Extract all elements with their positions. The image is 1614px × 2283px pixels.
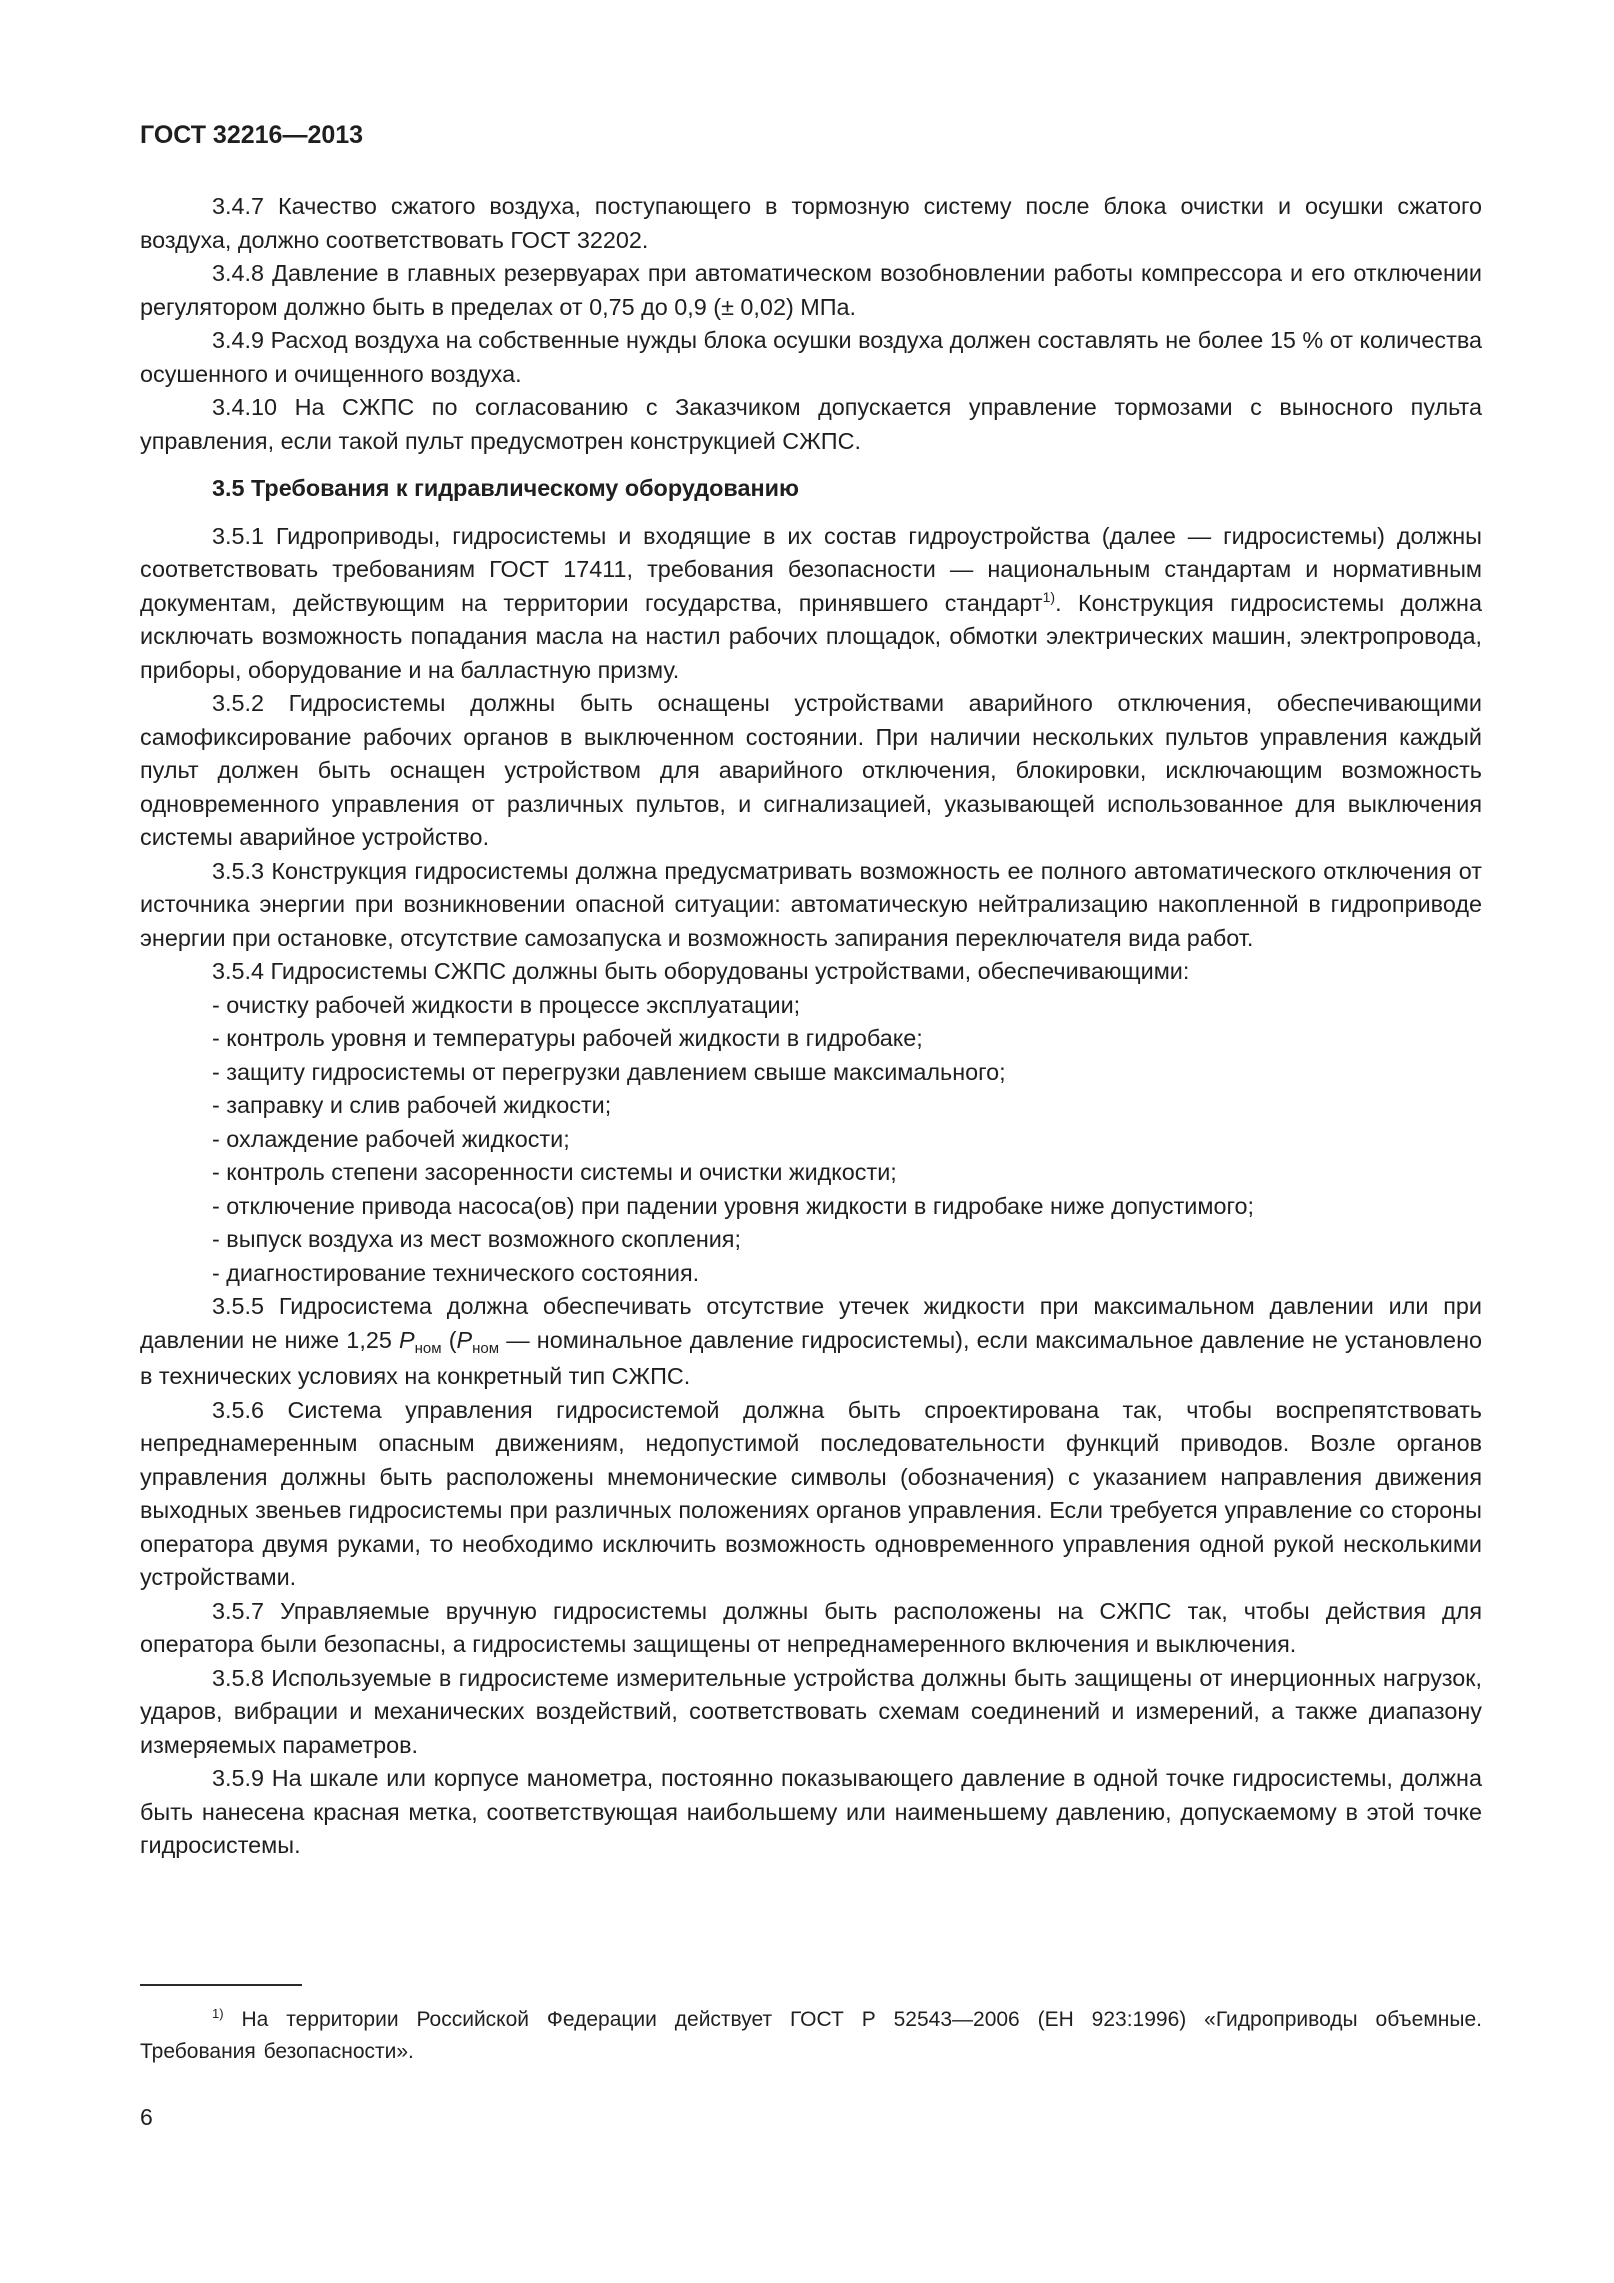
pressure-subscript: ном — [472, 1339, 500, 1357]
paragraph-3-5-1-text-b: . Конструкция гидросистемы должна исключать возможность попадания масла на настил рабочих площадок, обмотки электрических машин, электропровода, приборы, оборудование и на балластную призму. — [140, 589, 1482, 683]
paragraph-3-4-7: 3.4.7 Качество сжатого воздуха, поступающего в тормозную систему после блока очистки и осушки сжатого воздуха, должно соответствовать ГОСТ 32202. — [140, 193, 1482, 253]
paragraph-3-5-5-text-c: — номинальное давление гидросистемы), если максимальное давление не установлено в технических условиях на конкретный тип СЖПС. — [140, 1326, 1482, 1389]
list-item: - диагностирование технического состояния. — [212, 1259, 700, 1286]
paragraph-3-4-10: 3.4.10 На СЖПС по согласованию с Заказчиком допускается управление тормозами с выносного пульта управления, если такой пульт предусмотрен конструкцией СЖПС. — [140, 394, 1482, 454]
footnote-divider — [140, 1984, 302, 1986]
paragraph-3-4-8: 3.4.8 Давление в главных резервуарах при автоматическом возобновлении работы компрессора и его отключении регулятором должно быть в пределах от 0,75 до 0,9 (± 0,02) МПа. — [140, 260, 1482, 320]
paragraph-3-5-6: 3.5.6 Система управления гидросистемой должна быть спроектирована так, чтобы воспрепятствовать непреднамеренным опасным движениям, недопустимой последовательности функций приводов. Возле органов управления должны быть расположены мнемонические символы (обозначения) с указанием направления движения выходных звеньев гидросистемы при различных положениях органов управления. Если требуется управление со стороны оператора двумя руками, то необходимо исключить возможность одновременного управления одной рукой несколькими устройствами. — [140, 1396, 1482, 1590]
document-header: ГОСТ 32216—2013 — [140, 121, 364, 149]
paragraph-3-4-9: 3.4.9 Расход воздуха на собственные нужды блока осушки воздуха должен составлять не более 15 % от количества осушенного и очищенного воздуха. — [140, 327, 1482, 387]
requirements-list — [140, 989, 1482, 1291]
paragraph-3-5-5-text-b: ( — [441, 1326, 457, 1353]
footnote-reference[interactable]: 1) — [1042, 588, 1056, 605]
list-item: - контроль степени засоренности системы и очистки жидкости; — [212, 1159, 897, 1185]
pressure-subscript: ном — [414, 1339, 442, 1357]
paragraph-3-5-7: 3.5.7 Управляемые вручную гидросистемы должны быть расположены на СЖПС так, чтобы действия для оператора были безопасны, а гидросистемы защищены от непреднамеренного включения и выключения. — [140, 1597, 1482, 1657]
list-item: - очистку рабочей жидкости в процессе эксплуатации; — [212, 991, 801, 1018]
footnote-mark: 1) — [212, 2006, 224, 2021]
pressure-symbol: P — [399, 1326, 415, 1353]
section-heading-3-5: 3.5 Требования к гидравлическому оборудованию — [212, 475, 799, 501]
paragraph-3-5-8: 3.5.8 Используемые в гидросистеме измерительные устройства должны быть защищены от инерционных нагрузок, ударов, вибрации и механических воздействий, соответствовать схемам соединений и измерений, а также диапазону измеряемых параметров. — [140, 1664, 1482, 1758]
list-item: - выпуск воздуха из мест возможного скопления; — [212, 1226, 741, 1252]
paragraph-3-5-1 — [140, 520, 1482, 688]
list-item: - контроль уровня и температуры рабочей жидкости в гидробаке; — [212, 1025, 923, 1051]
pressure-symbol: P — [456, 1326, 473, 1353]
paragraph-3-5-9: 3.5.9 На шкале или корпусе манометра, постоянно показывающего давление в одной точке гидросистемы, должна быть нанесена красная метка, соответствующая наибольшему или наименьшему давлению, допускаемому в этой точке гидросистемы. — [140, 1765, 1482, 1858]
list-item: - отключение привода насоса(ов) при падении уровня жидкости в гидробаке ниже допустимого; — [212, 1192, 1254, 1219]
footnote-text: На территории Российской Федерации действует ГОСТ Р 52543—2006 (ЕН 923:1996) «Гидроприводы объемные. Требования безопасности». — [140, 2008, 1482, 2063]
page-number: 6 — [140, 2104, 153, 2130]
list-item: - заправку и слив рабочей жидкости; — [212, 1092, 612, 1118]
paragraph-3-5-5-text-a: 3.5.5 Гидросистема должна обеспечивать отсутствие утечек жидкости при максимальном давлении или при давлении не ниже 1,25 — [140, 1293, 1482, 1353]
paragraph-3-5-3: 3.5.3 Конструкция гидросистемы должна предусматривать возможность ее полного автоматического отключения от источника энергии при возникновении опасной ситуации: автоматическую нейтрализацию накопленной в гидроприводе энергии при остановке, отсутствие самозапуска и возможность запирания переключателя вида работ. — [140, 857, 1482, 951]
footnote — [140, 2004, 1482, 2068]
list-item: - защиту гидросистемы от перегрузки давлением свыше максимального; — [212, 1058, 1006, 1085]
document-page — [140, 118, 1482, 1863]
paragraph-3-5-4: 3.5.4 Гидросистемы СЖПС должны быть оборудованы устройствами, обеспечивающими: — [212, 958, 1190, 984]
list-item: - охлаждение рабочей жидкости; — [212, 1125, 570, 1152]
paragraph-3-5-1-text-a: 3.5.1 Гидроприводы, гидросистемы и входящие в их состав гидроустройства (далее — гидросистемы) должны соответствовать требованиям ГОСТ 17411, требования безопасности — национальным стандартам и нормативным документам, действующим на территории государства, принявшего стандарт — [140, 522, 1482, 616]
paragraph-3-5-5 — [140, 1290, 1482, 1394]
paragraph-3-5-2: 3.5.2 Гидросистемы должны быть оснащены устройствами аварийного отключения, обеспечивающими самофиксирование рабочих органов в выключенном состоянии. При наличии нескольких пультов управления каждый пульт должен быть оснащен устройством для аварийного отключения, блокировки, исключающим возможность одновременного управления от различных пультов, и сигнализацией, указывающей использованное для выключения системы аварийное устройство. — [140, 690, 1482, 850]
